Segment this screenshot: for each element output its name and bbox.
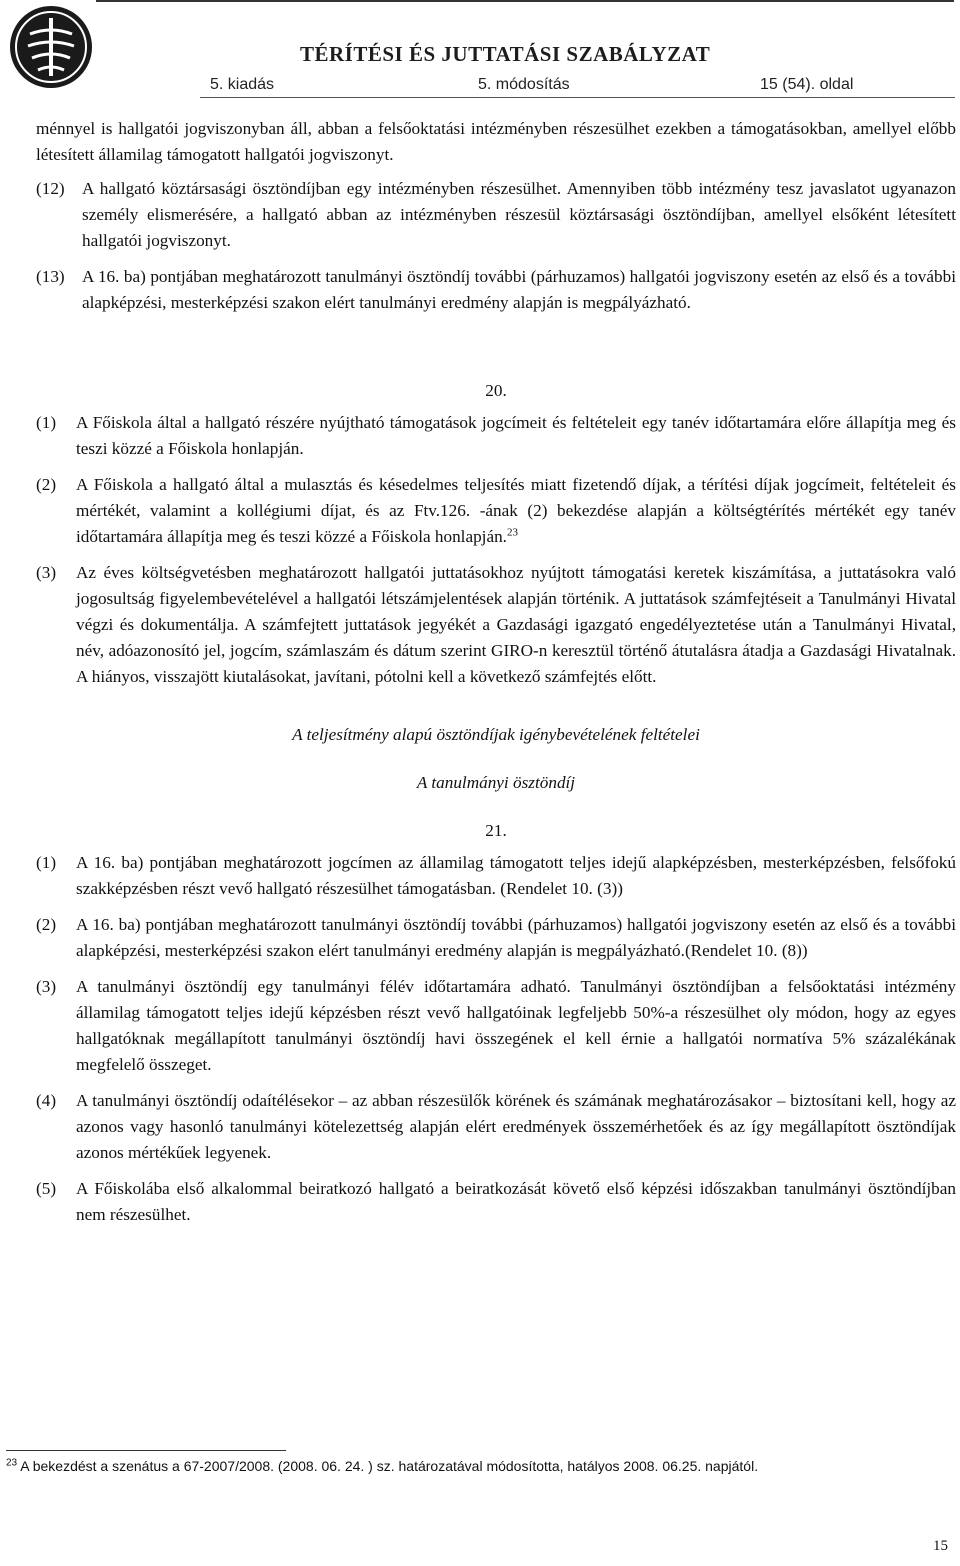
section-21-item <box>36 850 956 902</box>
page-number: 15 <box>933 1538 948 1554</box>
item-text: Az éves költségvetésben meghatározott hallgatói juttatásokhoz nyújtott támogatási keretek kiszámítása, a juttatásokra való jogosultság figyelembevételével a hallgatói létszámjelentések alapján történik. A juttatások számfejtéseit a Tanulmányi Hivatal végzi és dokumentálja. A számfejtett juttatások jegyékét a Gazdasági igazgató engedélyeztetése után a Tanulmányi Hivatal, név, adóazonosító jel, jogcím, számlaszám és dátum szerint GIRO-n keresztül történő átutalásra átadja a Gazdasági Hivatalnak. A hiányos, visszajött kiutalásokat, javítani, pótolni kell a következő számfejtés előtt. <box>76 563 956 686</box>
item-number: (4) <box>36 1091 57 1110</box>
page-label: 15 (54). oldal <box>760 76 854 93</box>
item-number: (3) <box>36 977 57 996</box>
item-text: A tanulmányi ösztöndíj odaítélésekor – az abban részesülők körének és számának meghatározásakor – biztosítani kell, hogy az azonos vagy hasonló tanulmányi kötelezettség alapján elért eredmények összemérhetőek és az így megállapított ösztöndíjak azonos mértékűek legyenek. <box>76 1091 956 1162</box>
document-title: TÉRÍTÉSI ÉS JUTTATÁSI SZABÁLYZAT <box>300 42 711 66</box>
edition-label: 5. kiadás <box>210 76 275 93</box>
footnote-separator <box>6 1450 286 1451</box>
item-text: A tanulmányi ösztöndíj egy tanulmányi félév időtartamára adható. Tanulmányi ösztöndíjban a felsőoktatási intézmény államilag támogatott teljes idejű képzésben részt vevő hallgatóinak legfeljebb 50%-a részesülhet oly módon, hogy az egyes hallgatóknak megállapított tanulmányi ösztöndíj havi összegének el kell érnie a hallgatói normatíva 5% százalékának megfelelő összeget. <box>76 977 956 1074</box>
footnote-reference: 23 <box>506 526 518 539</box>
paragraph-text: A hallgató köztársasági ösztöndíjban egy intézményben részesülhet. Amennyiben több intézmény tesz javaslatot ugyanazon személy elismerésére, a hallgató abban az intézményben részesül köztársasági ösztöndíjban, amellyel elsőként létesített hallgatói jogviszonyt. <box>82 179 956 250</box>
paragraph-13 <box>36 264 956 316</box>
section-20-item <box>36 560 956 690</box>
document-body <box>36 116 956 1238</box>
section-21-item <box>36 912 956 964</box>
item-text: A Főiskola a hallgató által a mulasztás és késedelmes teljesítés miatt fizetendő díjak, a térítési díjak jogcímeit, feltételeit és mértékét, valamint a kollégiumi díjat, és az Ftv.126. -ának (2) bekezdése alapján a költségtérítés mértékét egy tanév időtartamára állapítja meg és teszi közzé a Főiskola honlapján.$^{23}$ <box>76 475 956 546</box>
section-20-item <box>36 410 956 462</box>
section-20-item <box>36 472 956 550</box>
header-bottom-rule <box>200 97 955 98</box>
section-21-title: 21. <box>485 821 507 840</box>
item-number: (2) <box>36 475 57 494</box>
item-text: A Főiskolába első alkalommal beiratkozó hallgató a beiratkozását követő első képzési időszakban tanulmányi ösztöndíjban nem részesülhet. <box>76 1179 956 1224</box>
paragraph-number: (12) <box>36 179 65 198</box>
heading-performance-scholarships: A teljesítmény alapú ösztöndíjak igénybevételének feltételei <box>292 725 700 744</box>
modification-label: 5. módosítás <box>478 76 570 93</box>
paragraph-number: (13) <box>36 267 65 286</box>
header-top-rule <box>96 0 954 2</box>
intro-paragraph: ménnyel is hallgatói jogviszonyban áll, abban a felsőoktatási intézményben részesülhet ezekben a támogatásokban, amellyel előbb létesített államilag támogatott hallgatói jogviszonyt. <box>36 119 956 164</box>
paragraph-12 <box>36 176 956 254</box>
item-number: (1) <box>36 853 57 872</box>
item-text: A 16. ba) pontjában meghatározott tanulmányi ösztöndíj további (párhuzamos) hallgatói jogviszony esetén az első és a további alapképzési, mesterképzési szakon elért tanulmányi eredmény alapján is megpályázható.(Rendelet 10. (8)) <box>76 915 956 960</box>
paragraph-text: A 16. ba) pontjában meghatározott tanulmányi ösztöndíj további (párhuzamos) hallgatói jogviszony esetén az első és a további alapképzési, mesterképzési szakon elért tanulmányi eredmény alapján is megpályázható. <box>82 267 956 312</box>
item-number: (5) <box>36 1179 57 1198</box>
item-text: A Főiskola által a hallgató részére nyújtható támogatások jogcímeit és feltételeit egy tanév időtartamára előre állapítja meg és teszi közzé a Főiskola honlapján. <box>76 413 956 458</box>
college-logo-icon <box>8 4 94 90</box>
item-number: (2) <box>36 915 57 934</box>
item-number: (3) <box>36 563 57 582</box>
item-number: (1) <box>36 413 57 432</box>
item-text: A 16. ba) pontjában meghatározott jogcímen az államilag támogatott teljes idejű alapképzésben, mesterképzésben, felsőfokú szakképzésben részt vevő hallgató részesülhet támogatásban. (Rendelet 10. (3)) <box>76 853 956 898</box>
heading-study-scholarship: A tanulmányi ösztöndíj <box>416 773 576 792</box>
section-20-title: 20. <box>485 381 507 400</box>
section-21-item <box>36 1176 956 1228</box>
page-header <box>0 0 960 100</box>
section-21-item <box>36 974 956 1078</box>
footnote-text: A bekezdést a szenátus a 67-2007/2008. (2008. 06. 24. ) sz. határozatával módosította, hatályos 2008. 06.25. napjától. <box>20 1458 759 1474</box>
footnote-number: 23 <box>6 1457 18 1469</box>
section-21-item <box>36 1088 956 1166</box>
footnote <box>6 1458 758 1474</box>
